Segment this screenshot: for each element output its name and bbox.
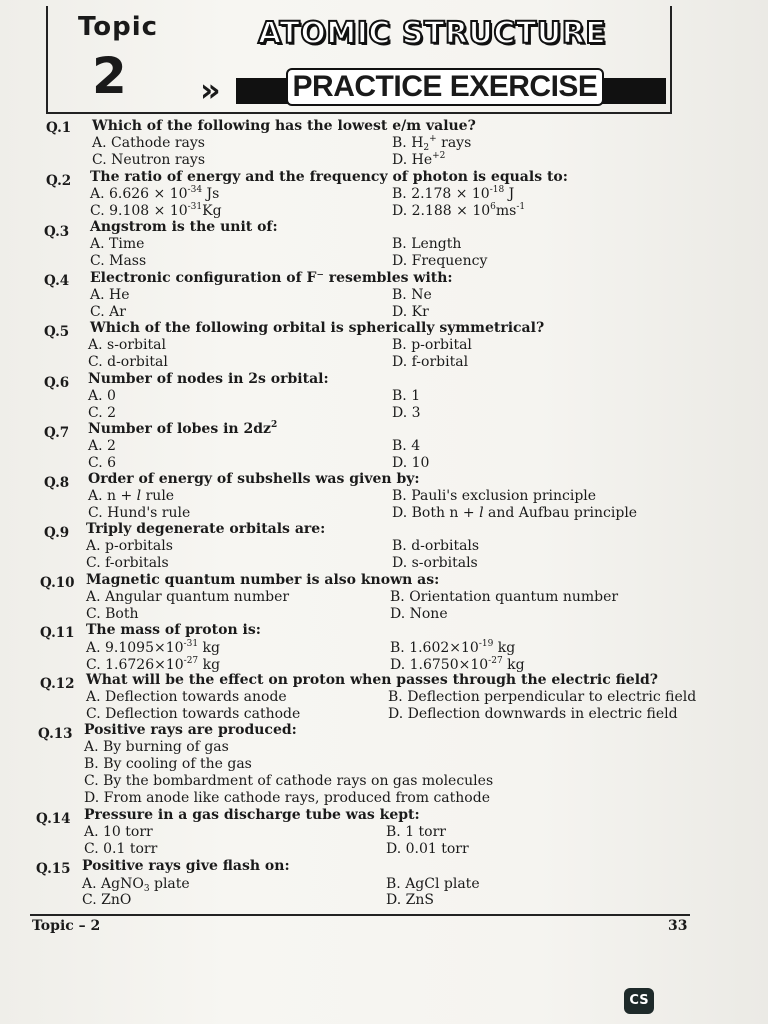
option-c: C. 2 [88, 405, 117, 421]
option-a: A. s-orbital [88, 337, 166, 353]
question-text: Electronic configuration of F⁻ resembles with: [90, 270, 453, 286]
option-c: C. f-orbitals [86, 555, 169, 571]
option-a: A. He [90, 287, 130, 303]
question-number: Q.3 [44, 224, 70, 240]
option-a: A. Deflection towards anode [86, 689, 287, 705]
option-c: C. Neutron rays [92, 152, 206, 168]
camscanner-logo-icon: CS [624, 988, 654, 1014]
option-c: C. $1.6726\times 10^{-27}$ kg [86, 656, 221, 673]
question-number: Q.15 [36, 861, 71, 877]
option-b: B. 4 [392, 438, 421, 454]
option-d: D. 3 [392, 405, 421, 421]
option-c: C. Mass [90, 253, 147, 269]
option-b: B. By cooling of the gas [84, 756, 252, 772]
question-text: Number of nodes in 2s orbital: [88, 371, 329, 387]
option-c: C. ZnO [82, 892, 132, 908]
question-text: Magnetic quantum number is also known as: [86, 572, 440, 588]
question-text: Angstrom is the unit of: [90, 219, 278, 235]
option-b: B. AgCl plate [386, 876, 480, 892]
option-c: C. 6 [88, 455, 117, 471]
option-d: D. From anode like cathode rays, produced from cathode [84, 790, 490, 806]
page-title: ATOMIC STRUCTURE [258, 16, 607, 51]
topic-number: 2 [92, 47, 127, 105]
option-b: B. $H_2^+$ rays [392, 134, 472, 153]
option-a: A. $6.626 \times 10^{-34}$ Js [90, 185, 220, 202]
option-b: B. $1.602\times 10^{-19}$ kg [390, 639, 516, 656]
option-b: B. $2.178 \times 10^{-18}$ J [392, 185, 515, 202]
question-text: Order of energy of subshells was given by: [88, 471, 420, 487]
question-text: The ratio of energy and the frequency of photon is equals to: [90, 169, 568, 185]
question-number: Q.1 [46, 120, 72, 136]
option-d: D. s-orbitals [392, 555, 478, 571]
footer-rule [30, 914, 690, 916]
option-a: A. $9.1095\times 10^{-31}$ kg [86, 639, 220, 656]
option-b: B. Ne [392, 287, 432, 303]
option-d: D. $1.6750\times 10^{-27}$ kg [390, 656, 525, 673]
question-number: Q.13 [38, 726, 73, 742]
question-number: Q.7 [44, 425, 70, 441]
question-text: Positive rays give flash on: [82, 858, 290, 874]
question-number: Q.2 [46, 173, 72, 189]
question-text: Pressure in a gas discharge tube was kept: [84, 807, 420, 823]
question-number: Q.6 [44, 375, 70, 391]
question-number: Q.14 [36, 811, 71, 827]
option-d: D. $He^{+2}$ [392, 151, 446, 168]
topic-label: Topic [78, 12, 159, 42]
question-number: Q.11 [40, 625, 75, 641]
option-d: D. Kr [392, 304, 429, 320]
question-number: Q.4 [44, 273, 70, 289]
option-d: D. $2.188 \times 10^6ms^{-1}$ [392, 202, 526, 219]
option-d: D. 0.01 torr [386, 841, 469, 857]
option-d: D. None [390, 606, 448, 622]
page-subtitle: PRACTICE EXERCISE [286, 68, 604, 106]
question-text: Triply degenerate orbitals are: [86, 521, 326, 537]
option-c: C. 0.1 torr [84, 841, 158, 857]
option-b: B. 1 torr [386, 824, 446, 840]
question-number: Q.10 [40, 575, 75, 591]
option-c: C. Hund's rule [88, 505, 191, 521]
option-b: B. Length [392, 236, 462, 252]
option-a: A. n + l rule [88, 488, 175, 504]
option-b: B. d-orbitals [392, 538, 480, 554]
option-b: B. Deflection perpendicular to electric field [388, 689, 697, 705]
option-c: C. d-orbital [88, 354, 168, 370]
option-b: B. Orientation quantum number [390, 589, 619, 605]
question-text: Number of lobes in $2dz^2$ [88, 420, 278, 437]
question-text: Which of the following has the lowest e/m value? [92, 118, 476, 134]
option-a: A. Time [90, 236, 145, 252]
question-number: Q.12 [40, 676, 75, 692]
option-a: A. 2 [88, 438, 116, 454]
option-d: D. Deflection downwards in electric field [388, 706, 678, 722]
option-d: D. 10 [392, 455, 430, 471]
question-number: Q.9 [44, 525, 70, 541]
question-text: What will be the effect on proton when passes through the electric field? [86, 672, 659, 688]
option-a: A. 0 [88, 388, 116, 404]
question-text: Positive rays are produced: [84, 722, 297, 738]
option-b: B. p-orbital [392, 337, 472, 353]
question-text: Which of the following orbital is spherically symmetrical? [90, 320, 545, 336]
option-d: D. Both n + l and Aufbau principle [392, 505, 638, 521]
option-d: D. ZnS [386, 892, 434, 908]
option-c: C. Both [86, 606, 139, 622]
option-a: A. Angular quantum number [86, 589, 290, 605]
option-c: C. $9.108 \times 10^{-31}Kg$ [90, 202, 222, 219]
option-c: C. By the bombardment of cathode rays on gas molecules [84, 773, 494, 789]
option-b: B. 1 [392, 388, 421, 404]
question-number: Q.5 [44, 324, 70, 340]
option-a: A. Cathode rays [92, 135, 205, 151]
option-a: A. By burning of gas [84, 739, 229, 755]
option-d: D. Frequency [392, 253, 488, 269]
question-text: The mass of proton is: [86, 622, 261, 638]
question-number: Q.8 [44, 475, 70, 491]
option-c: C. Deflection towards cathode [86, 706, 301, 722]
option-a: A. 10 torr [84, 824, 153, 840]
option-b: B. Pauli's exclusion principle [392, 488, 597, 504]
option-d: D. f-orbital [392, 354, 469, 370]
page-number: 33 [668, 918, 688, 934]
option-a: A. AgNO$_3$ plate [82, 876, 190, 894]
footer-topic: Topic – 2 [32, 918, 101, 934]
option-a: A. p-orbitals [86, 538, 173, 554]
double-arrow-icon: » [200, 71, 215, 109]
option-c: C. Ar [90, 304, 126, 320]
